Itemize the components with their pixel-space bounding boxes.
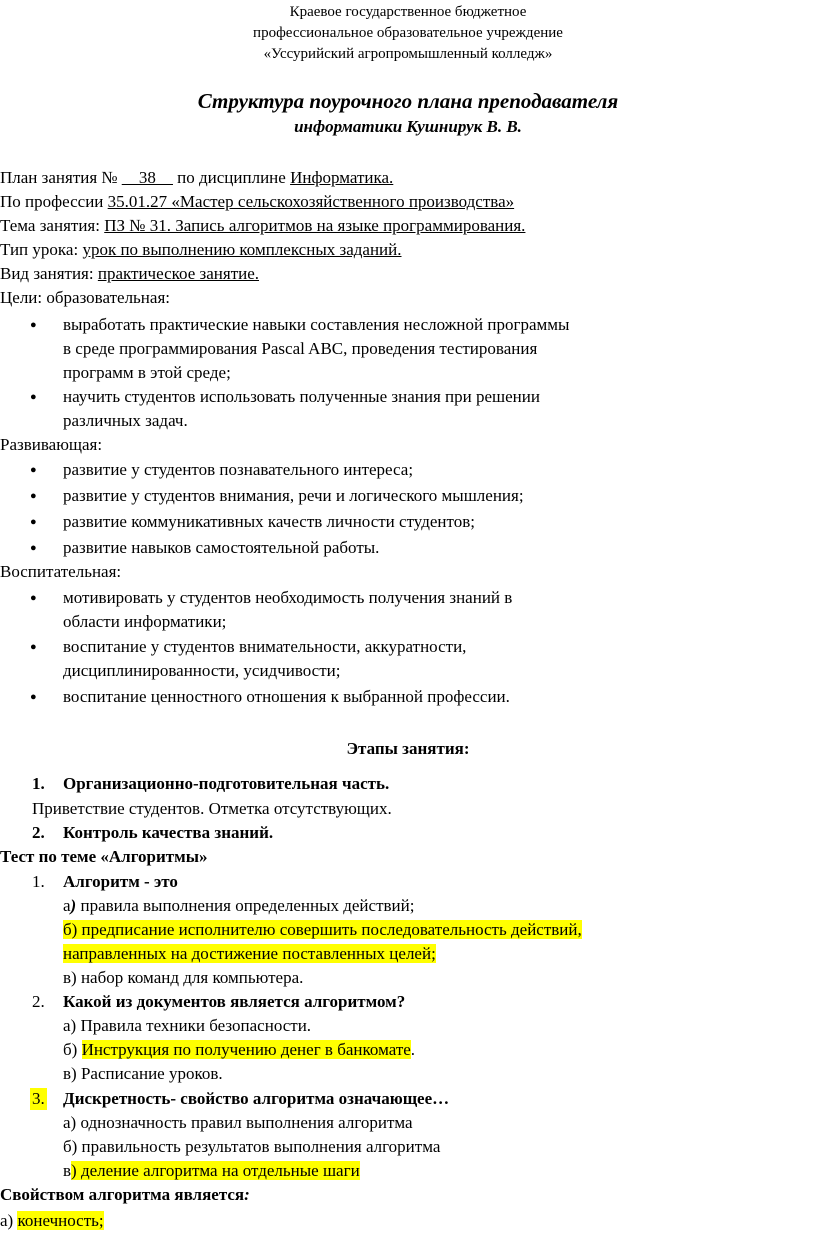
goal-edu-1-line-3: программ в этой среде; [63,363,231,382]
profession-line [0,191,514,213]
goal-upb-1-line-1: мотивировать у студентов необходимость получения знаний в [63,588,513,607]
stages-heading: Этапы занятия: [346,739,470,758]
goals-educational-label: Цели: образовательная: [0,288,170,307]
bullet-dot-icon: ● [30,490,37,502]
option-a-letter: а) [0,1211,18,1230]
bullet-dot-icon: ● [30,592,37,604]
goal-upb-3: воспитание ценностного отношения к выбранной профессии. [63,687,510,706]
goal-dev-3: развитие коммуникативных качеств личности студентов; [63,512,475,531]
question-2-option-c: в) Расписание уроков. [63,1064,223,1083]
title-sub: информатики Кушнирук В. В. [294,117,522,136]
bullet-dot-icon: ● [30,319,37,331]
discipline-value: Информатика. [290,168,394,187]
question-1-option-b-line-2 [63,943,436,965]
bullet-dot-icon: ● [30,542,37,554]
lesson-type-line [0,239,402,261]
highlighted-answer: б) предписание исполнителю совершить последовательность действий, [63,920,582,939]
bullet-dot-icon: ● [30,464,37,476]
highlighted-answer: конечность; [17,1211,104,1230]
highlighted-answer: Инструкция по получению денег в банкомате [81,1040,411,1059]
stage-1-title: Организационно-подготовительная часть. [63,774,390,793]
header-line-1: Краевое государственное бюджетное [289,4,527,20]
goal-upb-2-line-2: дисциплинированности, усидчивости; [63,661,341,680]
goal-dev-2: развитие у студентов внимания, речи и логического мышления; [63,486,524,505]
lesson-type-label: Тип урока: [0,240,83,259]
topic-value: ПЗ № 31. Запись алгоритмов на языке программирования. [104,216,526,235]
bullet-dot-icon: ● [30,391,37,403]
profession-label: По профессии [0,192,108,211]
bullet-dot-icon: ● [30,516,37,528]
goal-dev-4: развитие навыков самостоятельной работы. [63,538,380,557]
goal-edu-2-line-1: научить студентов использовать полученные знания при решении [63,387,540,406]
lesson-number: __38__ [121,168,173,187]
option-c-letter: в [63,1161,72,1180]
stage-1-number: 1. [32,774,45,793]
topic-line [0,215,525,237]
question-1-option-c: в) набор команд для компьютера. [63,968,304,987]
question-2-number: 2. [32,992,45,1011]
goal-dev-1: развитие у студентов познавательного интереса; [63,460,414,479]
bullet-dot-icon: ● [30,641,37,653]
goal-edu-1-line-1: выработать практические навыки составления несложной программы [63,315,570,334]
stage-2-number: 2. [32,823,45,842]
question-4-label: Свойством алгоритма является [0,1185,245,1204]
question-1-option-b-line-1 [63,919,582,941]
discipline-label: по дисциплине [172,168,291,187]
highlighted-answer: направленных на достижение поставленных целей; [63,944,436,963]
goals-developmental-label: Развивающая: [0,435,103,454]
goals-upbringing-label: Воспитательная: [0,562,122,581]
test-heading: Тест по теме «Алгоритмы» [0,847,208,866]
stage-2-title: Контроль качества знаний. [63,823,274,842]
goal-edu-1-line-2: в среде программирования Pascal ABC, проведения тестирования [63,339,538,358]
institution-header [0,2,816,65]
header-line-2: профессиональное образовательное учреждение [253,25,563,41]
question-3-option-c [63,1160,360,1182]
highlighted-answer: ) деление алгоритма на отдельные шаги [71,1161,360,1180]
option-a-paren: ) [70,896,77,915]
lesson-kind-value: практическое занятие. [97,264,260,283]
lesson-plan-line [0,167,393,189]
goal-upb-1-line-2: области информатики; [63,612,227,631]
bullet-dot-icon: ● [30,691,37,703]
option-b-letter: б) [63,1040,82,1059]
question-2-option-b [63,1039,415,1061]
question-3-option-b: б) правильность результатов выполнения алгоритма [63,1137,441,1156]
goal-edu-2-line-2: различных задач. [63,411,188,430]
option-a-text: правила выполнения определенных действий; [76,896,415,915]
stage-1-text: Приветствие студентов. Отметка отсутствующих. [32,799,392,818]
topic-label: Тема занятия: [0,216,105,235]
question-4-option-a [0,1210,104,1232]
goal-upb-2-line-1: воспитание у студентов внимательности, аккуратности, [63,637,467,656]
option-b-period: . [410,1040,416,1059]
question-2-text: Какой из документов является алгоритмом? [63,992,406,1011]
profession-value: 35.01.27 «Мастер сельскохозяйственного производства» [107,192,515,211]
question-2-option-a: а) Правила техники безопасности. [63,1016,312,1035]
question-1-option-a [63,895,414,917]
lesson-kind-line [0,263,259,285]
option-a-letter: а [63,896,71,915]
question-3-number: 3. [32,1089,45,1108]
question-1-number: 1. [32,872,45,891]
lesson-label: План занятия № [0,168,122,187]
question-1-text: Алгоритм - это [63,872,178,891]
lesson-type-value: урок по выполнению комплексных заданий. [82,240,402,259]
question-3-text: Дискретность- свойство алгоритма означающее… [63,1089,450,1108]
lesson-kind-label: Вид занятия: [0,264,98,283]
page-title [0,88,816,140]
title-main: Структура поурочного плана преподавателя [197,89,619,113]
question-4-text [0,1184,250,1206]
header-line-3: «Уссурийский агропромышленный колледж» [263,46,553,62]
question-3-option-a: а) однозначность правил выполнения алгоритма [63,1113,413,1132]
question-4-colon: : [244,1185,250,1204]
